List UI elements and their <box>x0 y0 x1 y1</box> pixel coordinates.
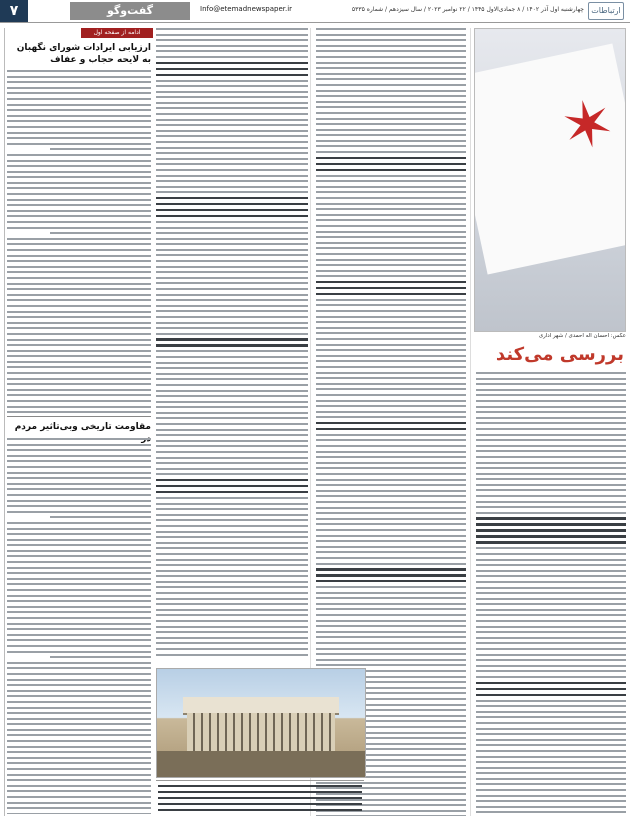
article-column-1 <box>476 372 626 816</box>
page-number: ۷ <box>0 0 28 22</box>
newspaper-logo: ارتباطات <box>588 2 624 20</box>
sidebar-article2-body <box>7 438 151 814</box>
parliament-building-photo <box>156 668 366 778</box>
column-divider <box>470 28 471 816</box>
section-label: گفت‌وگو <box>70 2 190 20</box>
article-headline: بررسی می‌کند <box>495 344 624 365</box>
bottom-note-box <box>156 780 364 817</box>
sidebar-article-body <box>7 70 151 416</box>
masthead <box>0 0 630 23</box>
article-column-3 <box>156 28 308 658</box>
contact-email: Info@etemadnewspaper.ir <box>200 5 293 13</box>
sidebar-column <box>4 28 153 816</box>
sidebar-title-hijab: ارزیابی ایرادات شورای نگهبان به لایحه حجاب و عفاف <box>16 43 151 65</box>
flag-photo <box>474 28 626 332</box>
issue-date: چهارشنبه اول آذر ۱۴۰۲ / ۸ جمادی‌الاول ۱۴۴۵ / ۲۲ نوامبر ۲۰۲۳ / سال سیزدهم / شماره ۵۳۳۵ <box>351 6 584 13</box>
continued-tab: ادامه از صفحه اول <box>81 28 153 38</box>
main-article-area <box>156 28 626 816</box>
sidebar-divider <box>7 416 151 417</box>
photo-caption: عکس: احسان اله احمدی / شهر اداری <box>538 333 626 339</box>
flag-emblem-icon: ✶ <box>554 84 623 168</box>
sidebar-title-history: مقاومت تاریخی وبی‌تاثیر مردم <box>14 422 151 432</box>
